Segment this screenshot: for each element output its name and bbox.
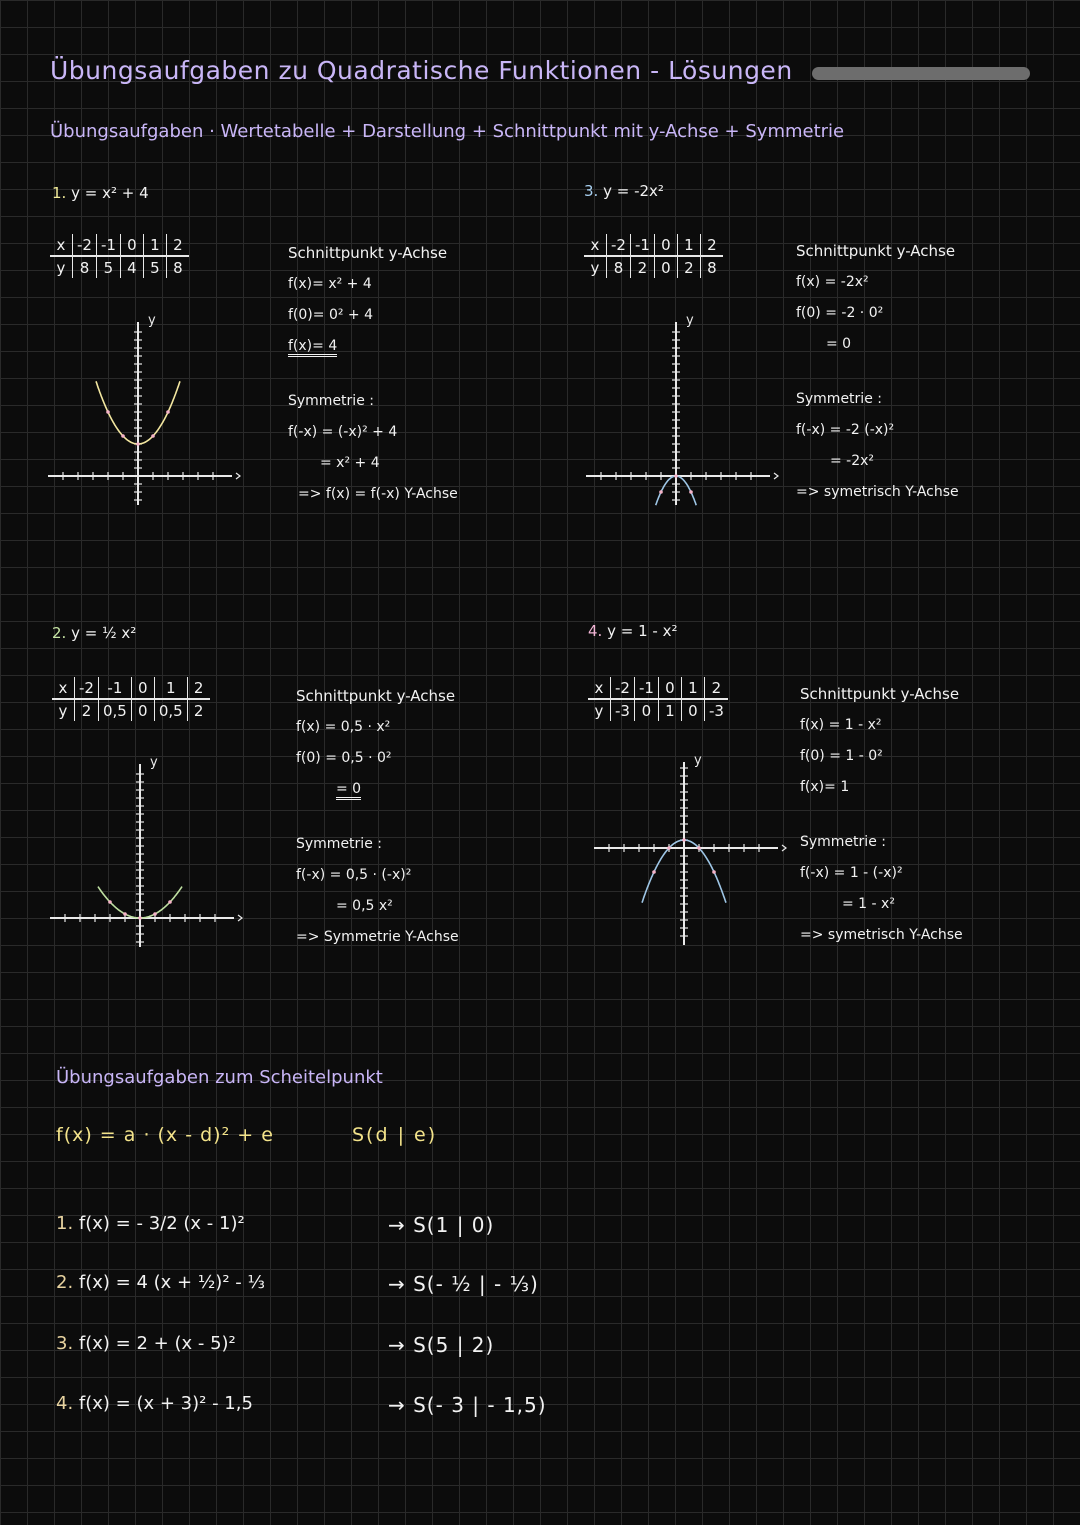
- intercept-line: f(0)= 0² + 4: [288, 307, 373, 323]
- symmetry-line: f(-x) = 0,5 · (-x)²: [296, 867, 412, 883]
- intercept-line: f(0) = 0,5 · 0²: [296, 750, 392, 766]
- value-point: [689, 490, 693, 494]
- vertex-answer-2: → S(- ½ | - ⅓): [388, 1272, 539, 1296]
- table-cell: 0,5: [98, 699, 131, 721]
- value-point: [697, 846, 701, 850]
- table-cell: 1: [154, 677, 187, 699]
- exercise-4-title: [588, 622, 677, 640]
- value-point: [136, 442, 140, 446]
- table-cell: 8: [166, 256, 189, 278]
- x-axis-arrow: [782, 845, 786, 851]
- exercise-2-equation: y = ½ x²: [71, 624, 137, 642]
- symmetry-conclusion: => Symmetrie Y-Achse: [296, 929, 459, 945]
- table-cell: 5: [96, 256, 120, 278]
- vertex-task-2: [56, 1272, 265, 1293]
- table-y-label: y: [590, 258, 600, 277]
- vertex-task-3: [56, 1333, 236, 1354]
- exercise-1-value-table: [50, 234, 189, 278]
- table-cell: 0: [120, 234, 143, 256]
- table-x-label: x: [50, 234, 73, 256]
- table-cell: 2: [166, 234, 189, 256]
- table-x-label: x: [588, 677, 611, 699]
- table-cell: 2: [187, 699, 210, 721]
- vertex-answer-3: → S(5 | 2): [388, 1333, 495, 1357]
- exercise-1-graph: [40, 308, 250, 513]
- exercise-3-graph: [578, 308, 788, 513]
- section-subtitle: Übungsaufgaben · Wertetabelle + Darstellung + Schnittpunkt mit y-Achse + Symmetrie: [50, 121, 845, 142]
- y-axis-label: y: [686, 313, 694, 328]
- table-cell: 1: [681, 677, 704, 699]
- y-axis-label: y: [694, 753, 702, 768]
- exercise-1-title: [52, 184, 149, 202]
- exercise-2-graph: [42, 750, 252, 955]
- table-cell: -3: [611, 699, 635, 721]
- table-cell: 2: [704, 677, 727, 699]
- symmetry-conclusion: => symetrisch Y-Achse: [800, 927, 963, 943]
- exercise-3-equation: y = -2x²: [603, 182, 664, 200]
- value-point: [138, 916, 142, 920]
- value-point: [108, 900, 112, 904]
- vertex-answer-4: → S(- 3 | - 1,5): [388, 1393, 547, 1417]
- table-cell: -1: [98, 677, 131, 699]
- task-number: 4.: [56, 1393, 74, 1414]
- table-cell: 8: [700, 256, 723, 278]
- title-highlight-bar: [812, 67, 1030, 80]
- exercise-1-number: 1.: [52, 184, 67, 202]
- table-cell: 2: [75, 699, 99, 721]
- intercept-result: f(x)= 4: [288, 338, 337, 357]
- exercise-4-number: 4.: [588, 622, 603, 640]
- symmetry-conclusion: => f(x) = f(-x) Y-Achse: [298, 486, 458, 502]
- value-point: [674, 474, 678, 478]
- symmetry-line: f(-x) = 1 - (-x)²: [800, 865, 903, 881]
- table-cell: -2: [611, 677, 635, 699]
- table-cell: 4: [120, 256, 143, 278]
- x-axis-arrow: [238, 915, 242, 921]
- table-cell: 0: [654, 256, 677, 278]
- table-cell: 1: [658, 699, 681, 721]
- task-number: 3.: [56, 1333, 74, 1354]
- table-cell: 0: [658, 677, 681, 699]
- table-cell: 5: [143, 256, 166, 278]
- symmetry-conclusion: => symetrisch Y-Achse: [796, 484, 959, 500]
- value-point: [168, 900, 172, 904]
- exercise-2-title: [52, 624, 136, 642]
- table-cell: 0: [131, 699, 154, 721]
- task-number: 2.: [56, 1272, 74, 1293]
- intercept-line: f(x) = 0,5 · x²: [296, 719, 391, 735]
- vertex-task-1: [56, 1213, 245, 1234]
- value-point: [123, 912, 127, 916]
- task-number: 1.: [56, 1213, 74, 1234]
- value-point: [106, 410, 110, 414]
- y-axis-label: y: [150, 755, 158, 770]
- table-cell: 0: [634, 699, 658, 721]
- vertex-section-title: Übungsaufgaben zum Scheitelpunkt: [56, 1067, 383, 1088]
- symmetry-line: = x² + 4: [320, 455, 380, 471]
- table-cell: 0,5: [154, 699, 187, 721]
- vertex-formula: f(x) = a · (x - d)² + e: [56, 1124, 274, 1146]
- exercise-2-value-table: [52, 677, 210, 721]
- intercept-heading: Schnittpunkt y-Achse: [288, 244, 448, 262]
- intercept-heading: Schnittpunkt y-Achse: [800, 685, 960, 703]
- symmetry-line: f(-x) = -2 (-x)²: [796, 422, 895, 438]
- exercise-1-equation: y = x² + 4: [71, 184, 149, 202]
- symmetry-line: = 0,5 x²: [336, 898, 393, 914]
- value-point: [166, 410, 170, 414]
- exercise-4-graph: [586, 748, 796, 953]
- symmetry-heading: Symmetrie :: [296, 836, 382, 852]
- exercise-2-number: 2.: [52, 624, 67, 642]
- symmetry-line: = -2x²: [830, 453, 875, 469]
- vertex-answer-1: → S(1 | 0): [388, 1213, 495, 1237]
- exercise-4-equation: y = 1 - x²: [607, 622, 678, 640]
- intercept-line: f(x) = 1 - x²: [800, 717, 882, 733]
- table-cell: -1: [630, 234, 654, 256]
- x-axis-arrow: [236, 473, 240, 479]
- value-point: [121, 434, 125, 438]
- value-point: [712, 870, 716, 874]
- intercept-line: f(0) = -2 · 0²: [796, 305, 884, 321]
- value-point: [682, 838, 686, 842]
- task-expression: f(x) = (x + 3)² - 1,5: [78, 1393, 253, 1414]
- exercise-3-notes: [796, 236, 959, 508]
- symmetry-heading: Symmetrie :: [800, 834, 886, 850]
- intercept-line: f(x)= x² + 4: [288, 276, 372, 292]
- table-cell: 0: [654, 234, 677, 256]
- table-cell: -1: [634, 677, 658, 699]
- exercise-3-title: [584, 182, 664, 200]
- table-cell: 2: [700, 234, 723, 256]
- intercept-heading: Schnittpunkt y-Achse: [796, 242, 956, 260]
- intercept-line: f(x) = -2x²: [796, 274, 869, 290]
- vertex-task-4: [56, 1393, 253, 1414]
- value-point: [153, 912, 157, 916]
- exercise-2-notes: [296, 681, 459, 953]
- symmetry-line: f(-x) = (-x)² + 4: [288, 424, 398, 440]
- table-x-label: x: [584, 234, 607, 256]
- intercept-result: f(x)= 1: [800, 779, 850, 795]
- table-cell: 0: [681, 699, 704, 721]
- task-expression: f(x) = 2 + (x - 5)²: [78, 1333, 236, 1354]
- table-cell: -2: [607, 234, 631, 256]
- intercept-line: f(0) = 1 - 0²: [800, 748, 883, 764]
- table-cell: -1: [96, 234, 120, 256]
- table-cell: 2: [630, 256, 654, 278]
- table-cell: 8: [73, 256, 97, 278]
- table-cell: -2: [73, 234, 97, 256]
- task-expression: f(x) = - 3/2 (x - 1)²: [78, 1213, 245, 1234]
- table-y-label: y: [58, 701, 68, 720]
- exercise-3-value-table: [584, 234, 723, 278]
- exercise-3-number: 3.: [584, 182, 599, 200]
- y-axis-label: y: [148, 313, 156, 328]
- table-cell: 8: [607, 256, 631, 278]
- intercept-heading: Schnittpunkt y-Achse: [296, 687, 456, 705]
- value-point: [667, 846, 671, 850]
- value-point: [652, 870, 656, 874]
- task-expression: f(x) = 4 (x + ½)² - ⅓: [78, 1272, 265, 1293]
- intercept-result: = 0: [826, 336, 852, 352]
- exercise-4-value-table: [588, 677, 728, 721]
- table-y-label: y: [56, 258, 66, 277]
- exercise-4-notes: [800, 679, 963, 951]
- x-axis-arrow: [774, 473, 778, 479]
- table-cell: 0: [131, 677, 154, 699]
- vertex-point-notation: S(d | e): [352, 1124, 438, 1146]
- table-cell: 2: [187, 677, 210, 699]
- table-cell: 1: [143, 234, 166, 256]
- symmetry-heading: Symmetrie :: [288, 393, 374, 409]
- table-cell: 1: [677, 234, 700, 256]
- table-x-label: x: [52, 677, 75, 699]
- intercept-result: = 0: [336, 781, 361, 800]
- exercise-1-notes: [288, 238, 458, 510]
- value-point: [659, 490, 663, 494]
- page-title: Übungsaufgaben zu Quadratische Funktionen - Lösungen: [50, 56, 793, 85]
- symmetry-heading: Symmetrie :: [796, 391, 882, 407]
- table-cell: -2: [75, 677, 99, 699]
- value-point: [151, 434, 155, 438]
- symmetry-line: = 1 - x²: [842, 896, 895, 912]
- table-y-label: y: [594, 701, 604, 720]
- table-cell: -3: [704, 699, 727, 721]
- table-cell: 2: [677, 256, 700, 278]
